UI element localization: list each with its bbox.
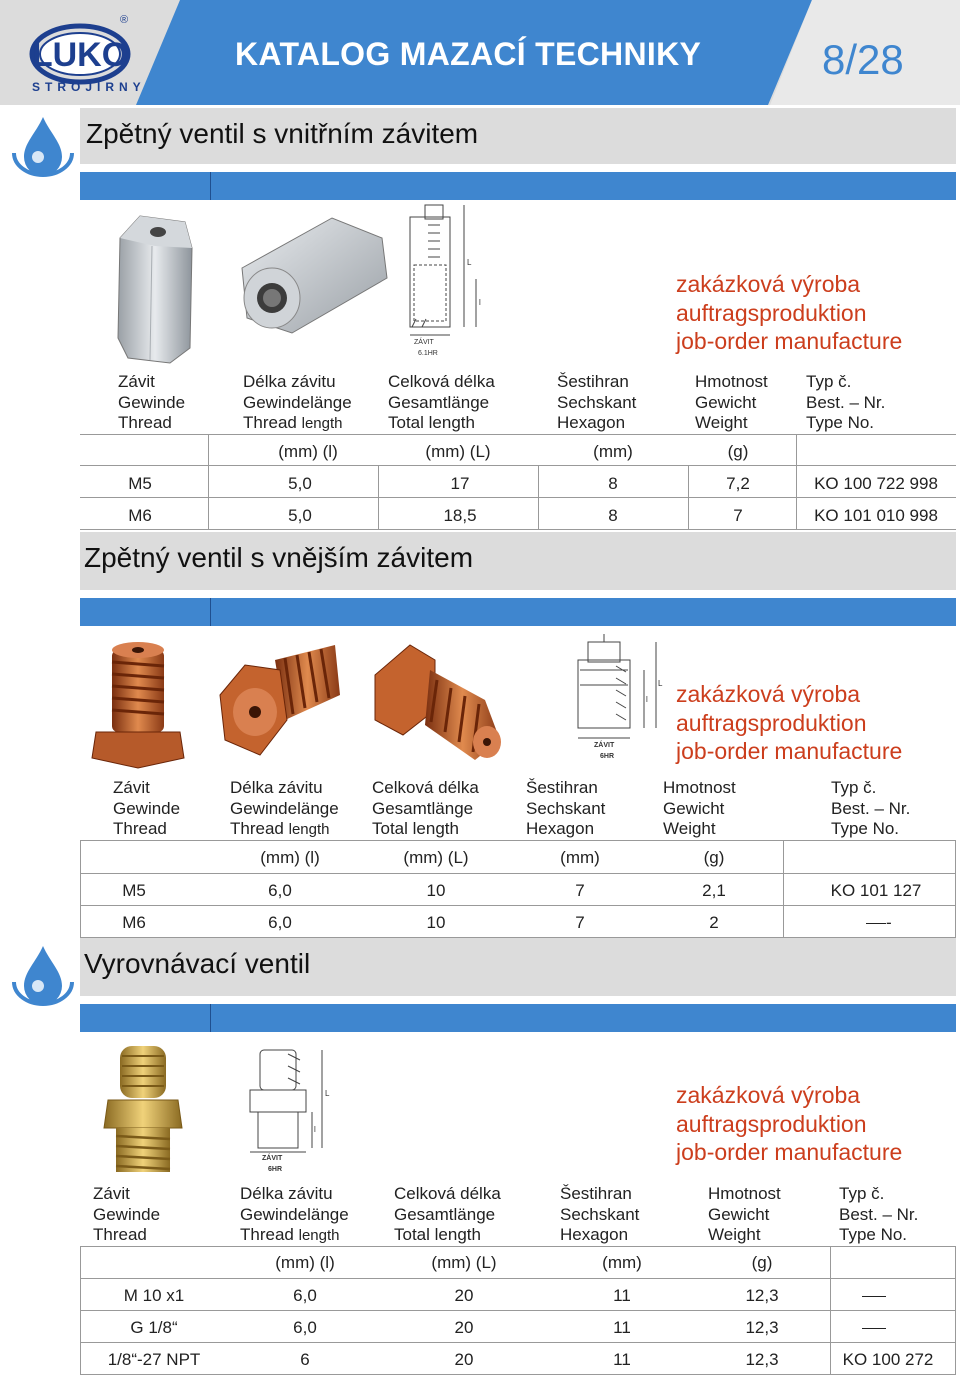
cell-total-length: 10 bbox=[426, 913, 446, 932]
cell-type: KO 101 127 bbox=[830, 881, 922, 900]
col-type-header: Typ č. Best. – Nr. Type No. bbox=[831, 778, 911, 838]
col-weight-header: Hmotnost Gewicht Weight bbox=[663, 778, 736, 838]
table-rule bbox=[80, 905, 956, 906]
cell-thread: M6 bbox=[122, 913, 146, 932]
section-title-2: Zpětný ventil s vnějším závitem bbox=[80, 532, 956, 590]
cell-weight: 2,1 bbox=[702, 881, 726, 900]
cell-type-empty-dash bbox=[862, 1296, 886, 1297]
svg-text:L: L bbox=[658, 679, 663, 688]
section-bar-2 bbox=[80, 598, 956, 626]
unit-thread-length: (mm) (l) bbox=[260, 848, 320, 867]
cell-thread: G 1/8“ bbox=[130, 1318, 178, 1337]
unit-hexagon: (mm) bbox=[602, 1253, 642, 1272]
unit-weight: (g) bbox=[751, 1253, 773, 1272]
brass-valve-image bbox=[98, 1042, 188, 1177]
cell-hexagon: 8 bbox=[608, 506, 618, 525]
copper-valve-side-image bbox=[365, 630, 510, 770]
cell-type: - bbox=[866, 913, 892, 933]
cell-type-empty-dash bbox=[862, 1328, 886, 1329]
unit-thread-length: (mm) (l) bbox=[278, 442, 338, 461]
cell-total-length: 17 bbox=[450, 474, 470, 493]
order-note-3: zakázková výroba auftragsproduktion job-order manufacture bbox=[676, 1082, 903, 1165]
cell-weight: 12,3 bbox=[745, 1286, 779, 1305]
table-rule bbox=[80, 1246, 81, 1375]
table-rule bbox=[80, 840, 956, 841]
col-hexagon-header: Šestihran Sechskant Hexagon bbox=[526, 778, 606, 838]
droplet-icon bbox=[8, 942, 78, 1012]
col-total-length-header: Celková délka Gesamtlänge Total length bbox=[394, 1184, 501, 1244]
copper-valve-angled-image bbox=[215, 640, 345, 760]
cell-weight: 7,2 bbox=[726, 474, 750, 493]
table-rule bbox=[783, 840, 784, 938]
table-rule bbox=[80, 465, 956, 466]
col-thread-header: Závit Gewinde Thread bbox=[113, 778, 181, 838]
aluminium-coupler-upright-image bbox=[110, 208, 200, 368]
cell-thread-length: 6,0 bbox=[293, 1318, 317, 1337]
svg-text:6.1HR: 6.1HR bbox=[418, 350, 438, 357]
unit-thread-length: (mm) (l) bbox=[275, 1253, 335, 1272]
section-bar-1 bbox=[80, 172, 956, 200]
svg-text:l: l bbox=[479, 298, 481, 307]
col-weight-header: Hmotnost Gewicht Weight bbox=[695, 372, 768, 432]
section-bar-divider bbox=[210, 172, 211, 200]
copper-valve-upright-image bbox=[88, 640, 188, 770]
col-thread-length-header: Délka závitu Gewindelänge Thread length bbox=[243, 372, 352, 432]
cell-weight: 12,3 bbox=[745, 1350, 779, 1369]
col-type-header: Typ č. Best. – Nr. Type No. bbox=[839, 1184, 919, 1244]
cell-thread: M5 bbox=[128, 474, 152, 493]
cell-hexagon: 11 bbox=[613, 1350, 631, 1369]
order-note-2: zakázková výroba auftragsproduktion job-order manufacture bbox=[676, 681, 903, 764]
cell-hexagon: 8 bbox=[608, 474, 618, 493]
cell-hexagon: 7 bbox=[575, 913, 585, 932]
cell-total-length: 20 bbox=[454, 1286, 474, 1305]
table-rule bbox=[80, 1278, 956, 1279]
cell-hexagon: 7 bbox=[575, 881, 585, 900]
section-bar-divider bbox=[210, 1004, 211, 1032]
cell-weight: 7 bbox=[733, 506, 743, 525]
cell-thread-length: 6,0 bbox=[268, 881, 292, 900]
cell-thread-length: 6,0 bbox=[293, 1286, 317, 1305]
table-rule bbox=[378, 466, 379, 530]
technical-drawing-3 bbox=[238, 1040, 338, 1175]
technical-drawing-1 bbox=[400, 195, 500, 360]
table-rule bbox=[80, 497, 956, 498]
cell-thread: M 10 x1 bbox=[123, 1286, 185, 1305]
cell-thread: 1/8“-27 NPT bbox=[107, 1350, 201, 1369]
cell-hexagon: 11 bbox=[613, 1286, 631, 1305]
cell-thread-length: 5,0 bbox=[288, 506, 312, 525]
col-total-length-header: Celková délka Gesamtlänge Total length bbox=[388, 372, 495, 432]
cell-total-length: 10 bbox=[426, 881, 446, 900]
col-thread-length-header: Délka závitu Gewindelänge Thread length bbox=[230, 778, 339, 838]
section-bar-divider bbox=[210, 598, 211, 626]
droplet-icon bbox=[8, 113, 78, 183]
cell-weight: 2 bbox=[709, 913, 719, 932]
table-rule bbox=[80, 1374, 956, 1375]
col-hexagon-header: Šestihran Sechskant Hexagon bbox=[557, 372, 637, 432]
svg-text:6HR: 6HR bbox=[600, 753, 615, 760]
aluminium-coupler-lying-image bbox=[232, 208, 392, 348]
svg-text:ZÁVIT: ZÁVIT bbox=[594, 742, 615, 749]
table-rule bbox=[80, 1310, 956, 1311]
col-type-header: Typ č. Best. – Nr. Type No. bbox=[806, 372, 886, 432]
unit-total-length: (mm) (L) bbox=[403, 848, 469, 867]
svg-text:ZÁVIT: ZÁVIT bbox=[414, 339, 434, 346]
order-note-1: zakázková výroba auftragsproduktion job-order manufacture bbox=[676, 271, 903, 354]
table-rule bbox=[80, 529, 956, 530]
col-thread-header: Závit Gewinde Thread bbox=[93, 1184, 161, 1244]
cell-total-length: 20 bbox=[454, 1318, 474, 1337]
svg-text:l: l bbox=[646, 695, 648, 704]
page-number: 8/28 bbox=[822, 36, 904, 83]
cell-total-length: 20 bbox=[454, 1350, 474, 1369]
unit-weight: (g) bbox=[703, 848, 725, 867]
svg-text:6HR: 6HR bbox=[268, 1166, 283, 1173]
cell-total-length: 18,5 bbox=[443, 506, 477, 525]
catalog-title: KATALOG MAZACÍ TECHNIKY bbox=[235, 36, 702, 72]
cell-thread-length: 6,0 bbox=[268, 913, 292, 932]
logo-text: LUKO bbox=[31, 36, 129, 74]
cell-hexagon: 11 bbox=[613, 1318, 631, 1337]
svg-text:l: l bbox=[314, 1125, 316, 1134]
col-hexagon-header: Šestihran Sechskant Hexagon bbox=[560, 1184, 640, 1244]
cell-thread: M6 bbox=[128, 506, 152, 525]
table-rule bbox=[955, 840, 956, 938]
section-title-3: Vyrovnávací ventil bbox=[80, 938, 956, 996]
unit-total-length: (mm) (L) bbox=[431, 1253, 497, 1272]
table-rule bbox=[208, 434, 209, 530]
cell-type: KO 100 722 998 bbox=[814, 474, 938, 493]
cell-type: KO 101 010 998 bbox=[814, 506, 938, 525]
section-title-1: Zpětný ventil s vnitřním závitem bbox=[80, 108, 956, 164]
unit-weight: (g) bbox=[727, 442, 749, 461]
col-thread-length-header: Délka závitu Gewindelänge Thread length bbox=[240, 1184, 349, 1244]
table-rule bbox=[955, 1246, 956, 1375]
table-rule bbox=[80, 434, 956, 435]
unit-hexagon: (mm) bbox=[560, 848, 600, 867]
svg-text:L: L bbox=[325, 1089, 330, 1098]
table-rule bbox=[80, 1342, 956, 1343]
cell-type: KO 100 272 bbox=[842, 1350, 934, 1369]
cell-thread-length: 6 bbox=[300, 1350, 310, 1369]
registered-mark: ® bbox=[120, 14, 129, 26]
unit-hexagon: (mm) bbox=[593, 442, 633, 461]
col-thread-header: Závit Gewinde Thread bbox=[118, 372, 186, 432]
section-bar-3 bbox=[80, 1004, 956, 1032]
cell-thread-length: 5,0 bbox=[288, 474, 312, 493]
col-total-length-header: Celková délka Gesamtlänge Total length bbox=[372, 778, 479, 838]
unit-total-length: (mm) (L) bbox=[425, 442, 491, 461]
cell-thread: M5 bbox=[122, 881, 146, 900]
table-rule bbox=[80, 1246, 956, 1247]
cell-weight: 12,3 bbox=[745, 1318, 779, 1337]
logo-subtitle: STROJÍRNY bbox=[32, 80, 146, 94]
technical-drawing-2 bbox=[560, 630, 670, 765]
svg-text:L: L bbox=[467, 258, 472, 267]
table-rule bbox=[538, 466, 539, 530]
table-rule bbox=[80, 873, 956, 874]
col-weight-header: Hmotnost Gewicht Weight bbox=[708, 1184, 781, 1244]
svg-text:ZÁVIT: ZÁVIT bbox=[262, 1155, 283, 1162]
